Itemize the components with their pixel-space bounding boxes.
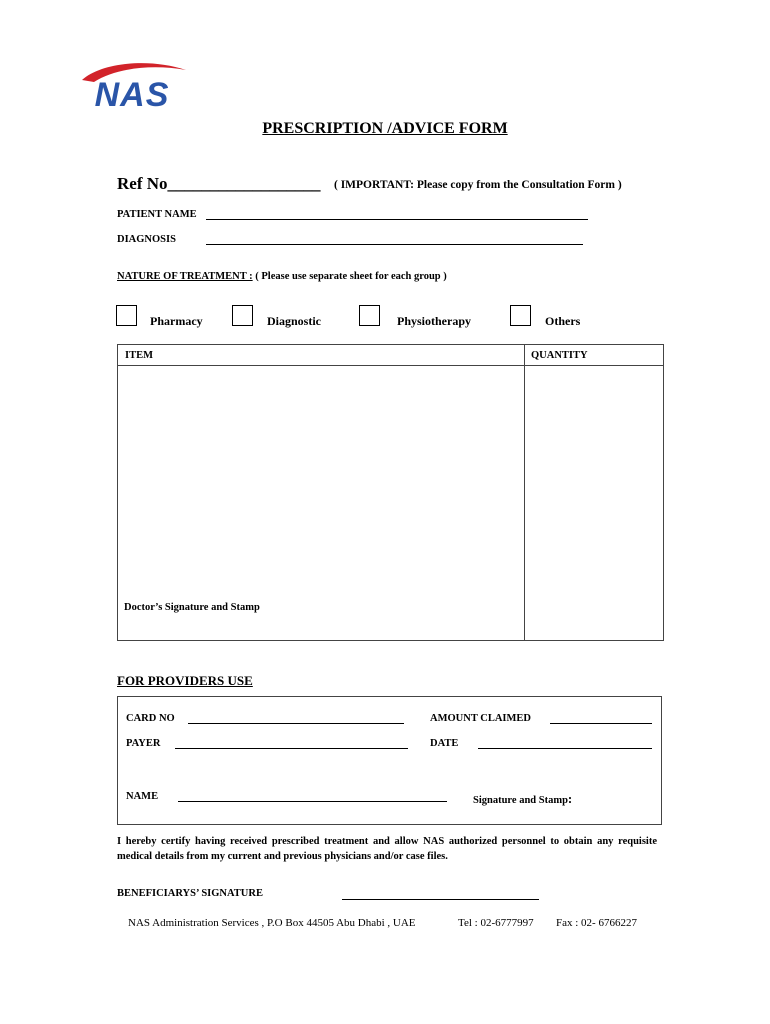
- diagnostic-checkbox[interactable]: [232, 305, 253, 326]
- nas-logo: [80, 60, 188, 112]
- quantity-entry-area[interactable]: [526, 366, 662, 638]
- name-label: NAME: [126, 791, 159, 802]
- signature-stamp-text: Signature and Stamp: [473, 795, 568, 806]
- physiotherapy-label: Physiotherapy: [397, 314, 472, 328]
- pharmacy-checkbox[interactable]: [116, 305, 137, 326]
- doctor-signature-label: Doctor’s Signature and Stamp: [124, 602, 260, 613]
- logo-text: NAS: [94, 76, 170, 112]
- name-field[interactable]: [178, 801, 447, 802]
- item-header: ITEM: [125, 350, 154, 361]
- others-label: Others: [545, 314, 581, 328]
- beneficiary-signature-field[interactable]: [342, 899, 539, 900]
- table-column-divider: [524, 345, 525, 640]
- ref-no-note: ( IMPORTANT: Please copy from the Consultation Form ): [334, 179, 622, 191]
- card-no-label: CARD NO: [126, 713, 175, 724]
- providers-heading: FOR PROVIDERS USE: [117, 673, 253, 688]
- diagnosis-field[interactable]: [206, 244, 583, 245]
- physiotherapy-checkbox[interactable]: [359, 305, 380, 326]
- date-field[interactable]: [478, 748, 652, 749]
- providers-box: [117, 696, 662, 825]
- card-no-field[interactable]: [188, 723, 404, 724]
- beneficiary-signature-label: BENEFICIARYS’ SIGNATURE: [117, 888, 263, 899]
- patient-name-label: PATIENT NAME: [117, 209, 197, 220]
- item-entry-area[interactable]: [119, 366, 523, 596]
- certification-text: I hereby certify having received prescribed treatment and allow NAS authorized personnel to obtain any requisite medical details from my current and previous physicians and/or case files.: [117, 836, 657, 862]
- quantity-header: QUANTITY: [531, 350, 588, 361]
- treatment-label: NATURE OF TREATMENT :: [117, 271, 253, 282]
- date-label: DATE: [430, 738, 459, 749]
- diagnosis-label: DIAGNOSIS: [117, 234, 176, 245]
- amount-claimed-label: AMOUNT CLAIMED: [430, 713, 532, 724]
- others-checkbox[interactable]: [510, 305, 531, 326]
- footer-tel: Tel : 02-6777997: [458, 917, 534, 929]
- signature-stamp-colon: :: [567, 791, 573, 806]
- footer-fax: Fax : 02- 6766227: [556, 917, 637, 929]
- signature-stamp-label: [473, 791, 572, 807]
- pharmacy-label: Pharmacy: [150, 314, 203, 328]
- form-title: PRESCRIPTION /ADVICE FORM: [262, 120, 508, 137]
- payer-label: PAYER: [126, 738, 161, 749]
- treatment-heading: [117, 271, 447, 282]
- amount-claimed-field[interactable]: [550, 723, 652, 724]
- patient-name-field[interactable]: [206, 219, 588, 220]
- footer-address: NAS Administration Services , P.O Box 44505 Abu Dhabi , UAE: [128, 917, 416, 929]
- payer-field[interactable]: [175, 748, 408, 749]
- treatment-note: ( Please use separate sheet for each group ): [255, 271, 447, 282]
- diagnostic-label: Diagnostic: [267, 314, 321, 328]
- item-table: [117, 344, 664, 641]
- ref-no-label: Ref No__________________: [117, 174, 321, 193]
